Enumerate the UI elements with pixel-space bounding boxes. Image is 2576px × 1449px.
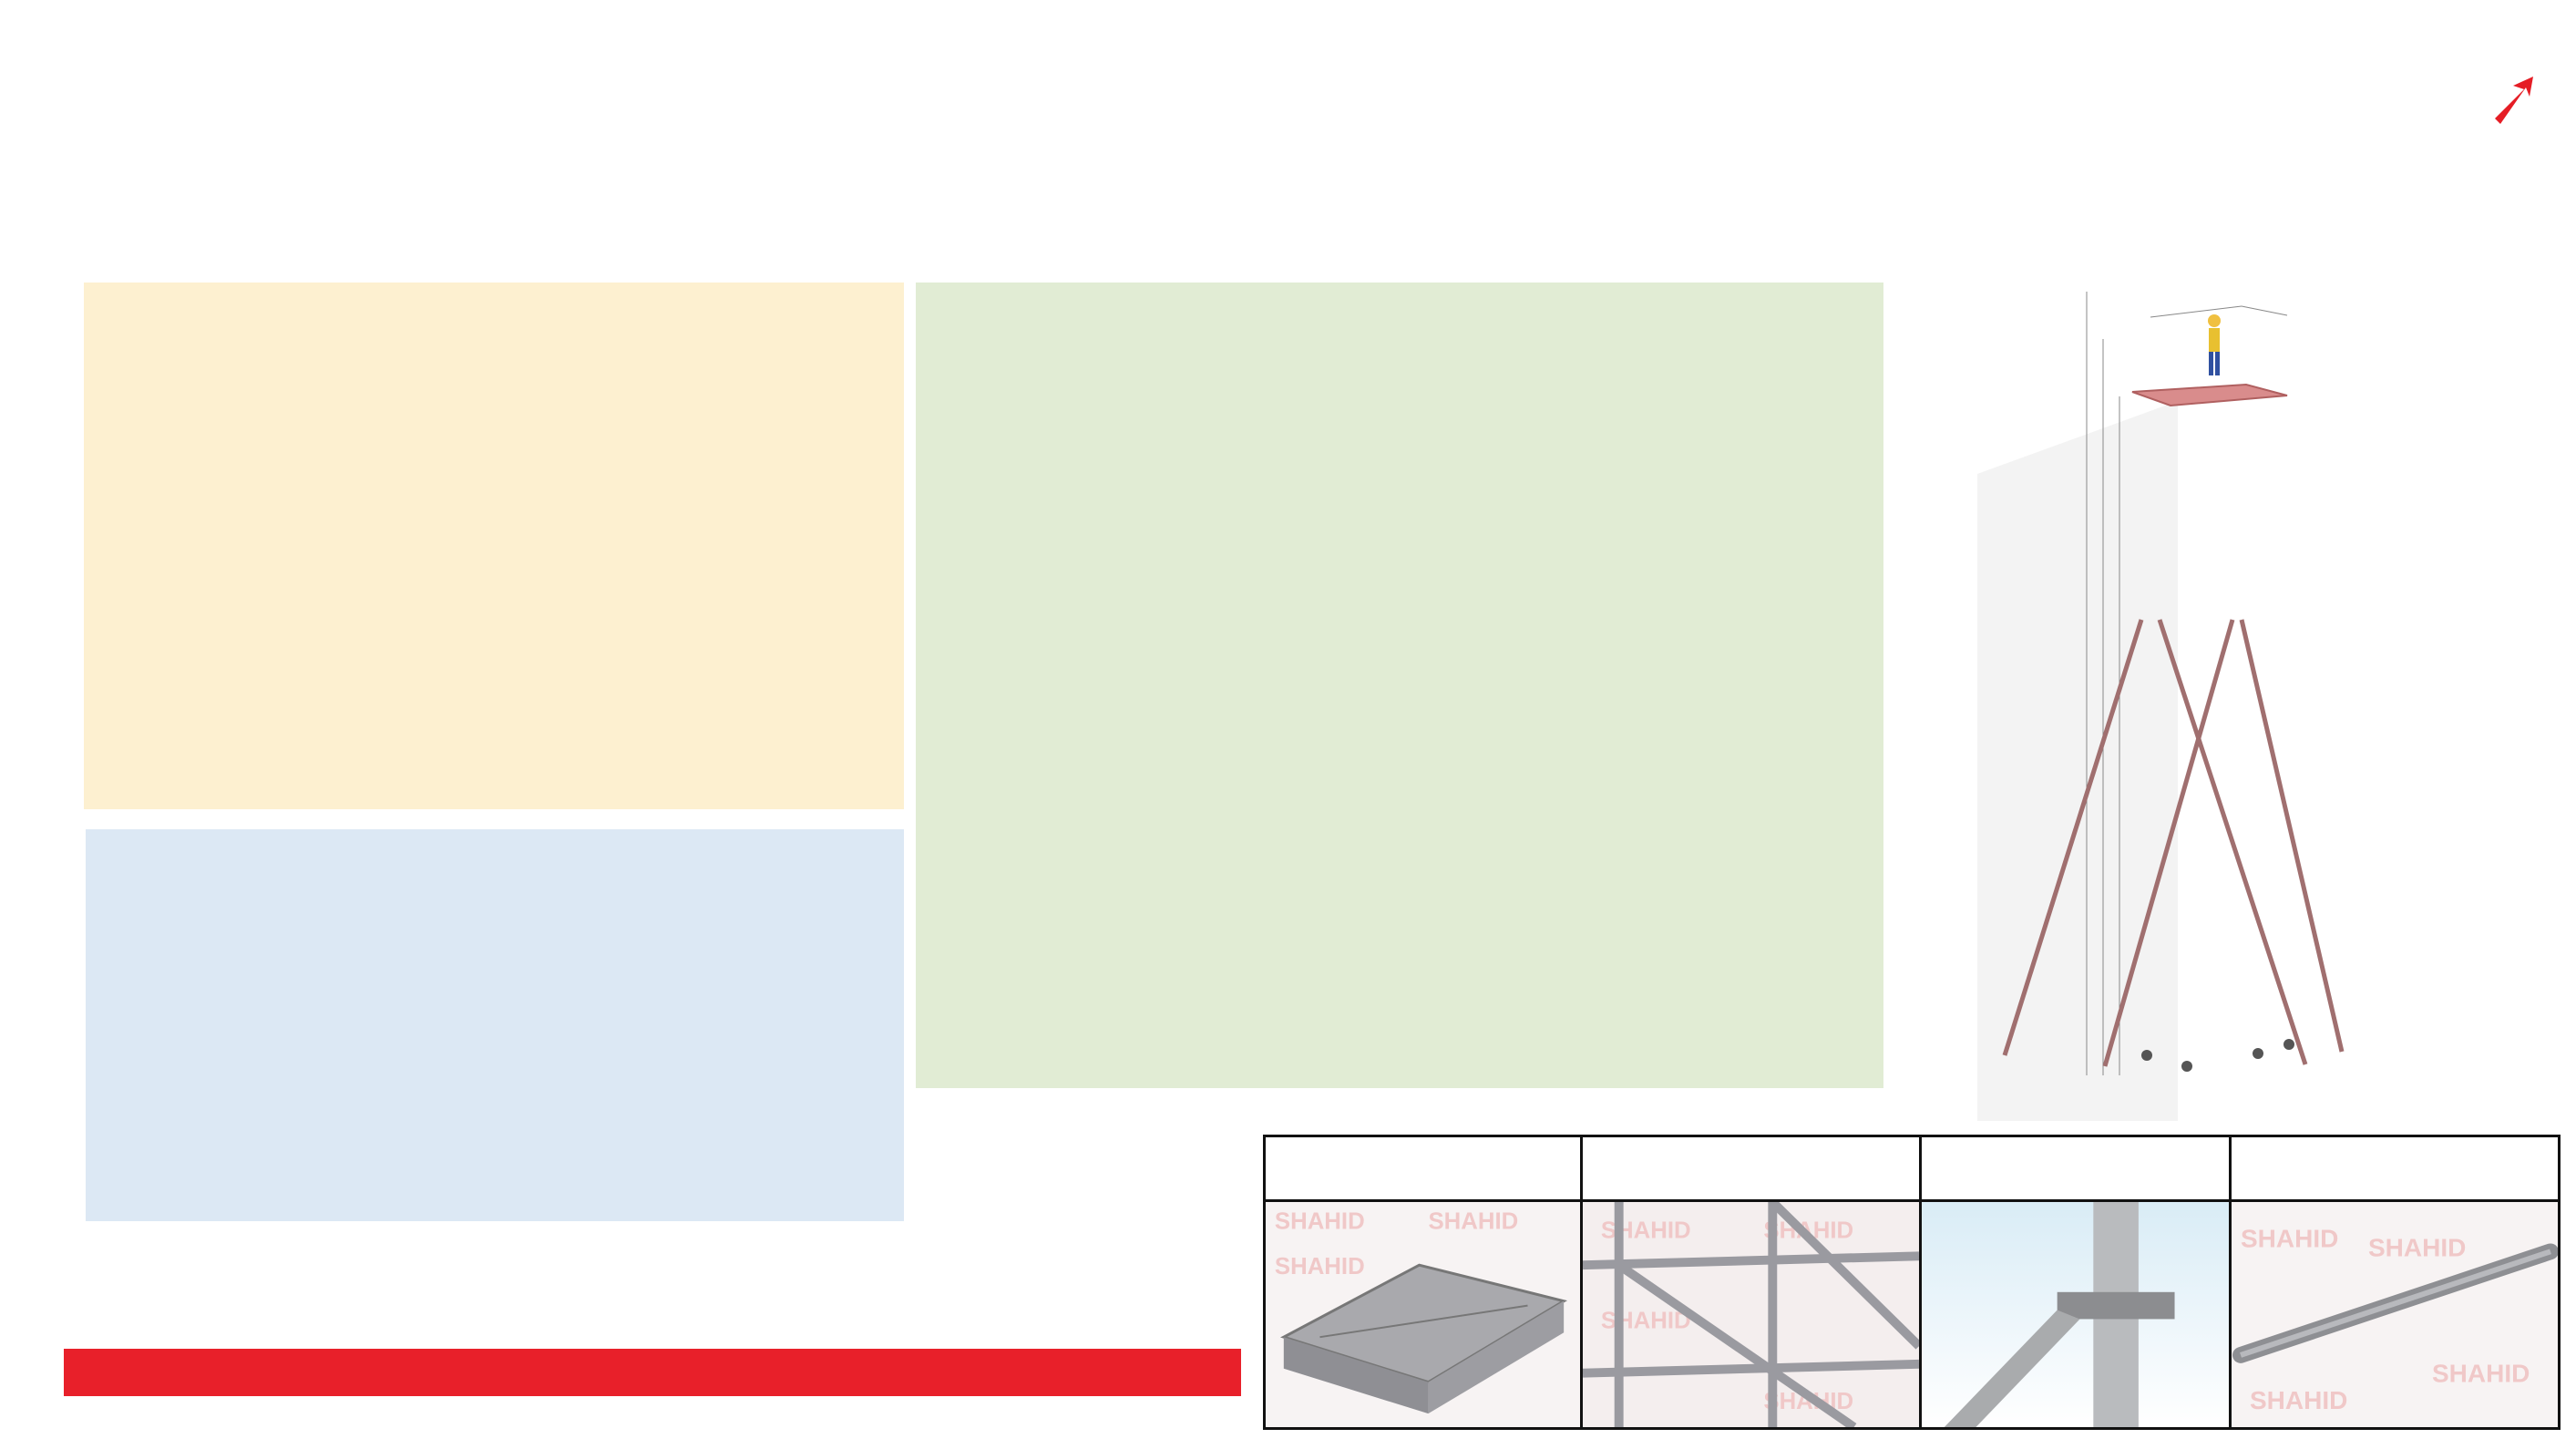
parts-cell-frames	[1583, 1137, 1922, 1427]
platform-image	[1266, 1202, 1580, 1427]
svg-text:SHAHID: SHAHID	[1600, 1308, 1691, 1334]
braces-image	[2232, 1202, 2558, 1427]
svg-text:SHAHID: SHAHID	[1274, 1208, 1365, 1235]
parts-header-frames	[1583, 1137, 1919, 1202]
svg-text:SHAHID: SHAHID	[2368, 1233, 2467, 1262]
stabilizer-image	[1922, 1202, 2229, 1427]
specs-panel	[84, 283, 904, 809]
svg-text:SHAHID: SHAHID	[2432, 1359, 2530, 1388]
parts-cell-braces	[2232, 1137, 2558, 1427]
health-safety-panel	[916, 283, 1883, 1088]
worker-figure	[2208, 314, 2221, 375]
contact-bar	[64, 1349, 1241, 1396]
svg-text:SHAHID: SHAHID	[1274, 1254, 1365, 1280]
parts-table	[1263, 1135, 2561, 1430]
svg-text:SHAHID: SHAHID	[1428, 1208, 1519, 1235]
parts-header-stabilizer	[1922, 1137, 2229, 1202]
svg-text:SHAHID: SHAHID	[1600, 1218, 1691, 1244]
frames-image	[1583, 1202, 1919, 1427]
parts-cell-platform	[1266, 1137, 1583, 1427]
svg-text:SHAHID: SHAHID	[1763, 1389, 1854, 1415]
svg-text:SHAHID: SHAHID	[1763, 1218, 1854, 1244]
parts-header-platform	[1266, 1137, 1580, 1202]
components-panel	[86, 829, 904, 1221]
arrow-up-right-icon	[2488, 73, 2542, 128]
brand-logo	[2214, 73, 2533, 228]
svg-text:SHAHID: SHAHID	[2241, 1224, 2339, 1253]
parts-cell-stabilizer	[1922, 1137, 2232, 1427]
parts-header-braces	[2232, 1137, 2558, 1202]
svg-text:SHAHID: SHAHID	[2250, 1386, 2348, 1415]
tower-diagram	[1968, 273, 2351, 1121]
